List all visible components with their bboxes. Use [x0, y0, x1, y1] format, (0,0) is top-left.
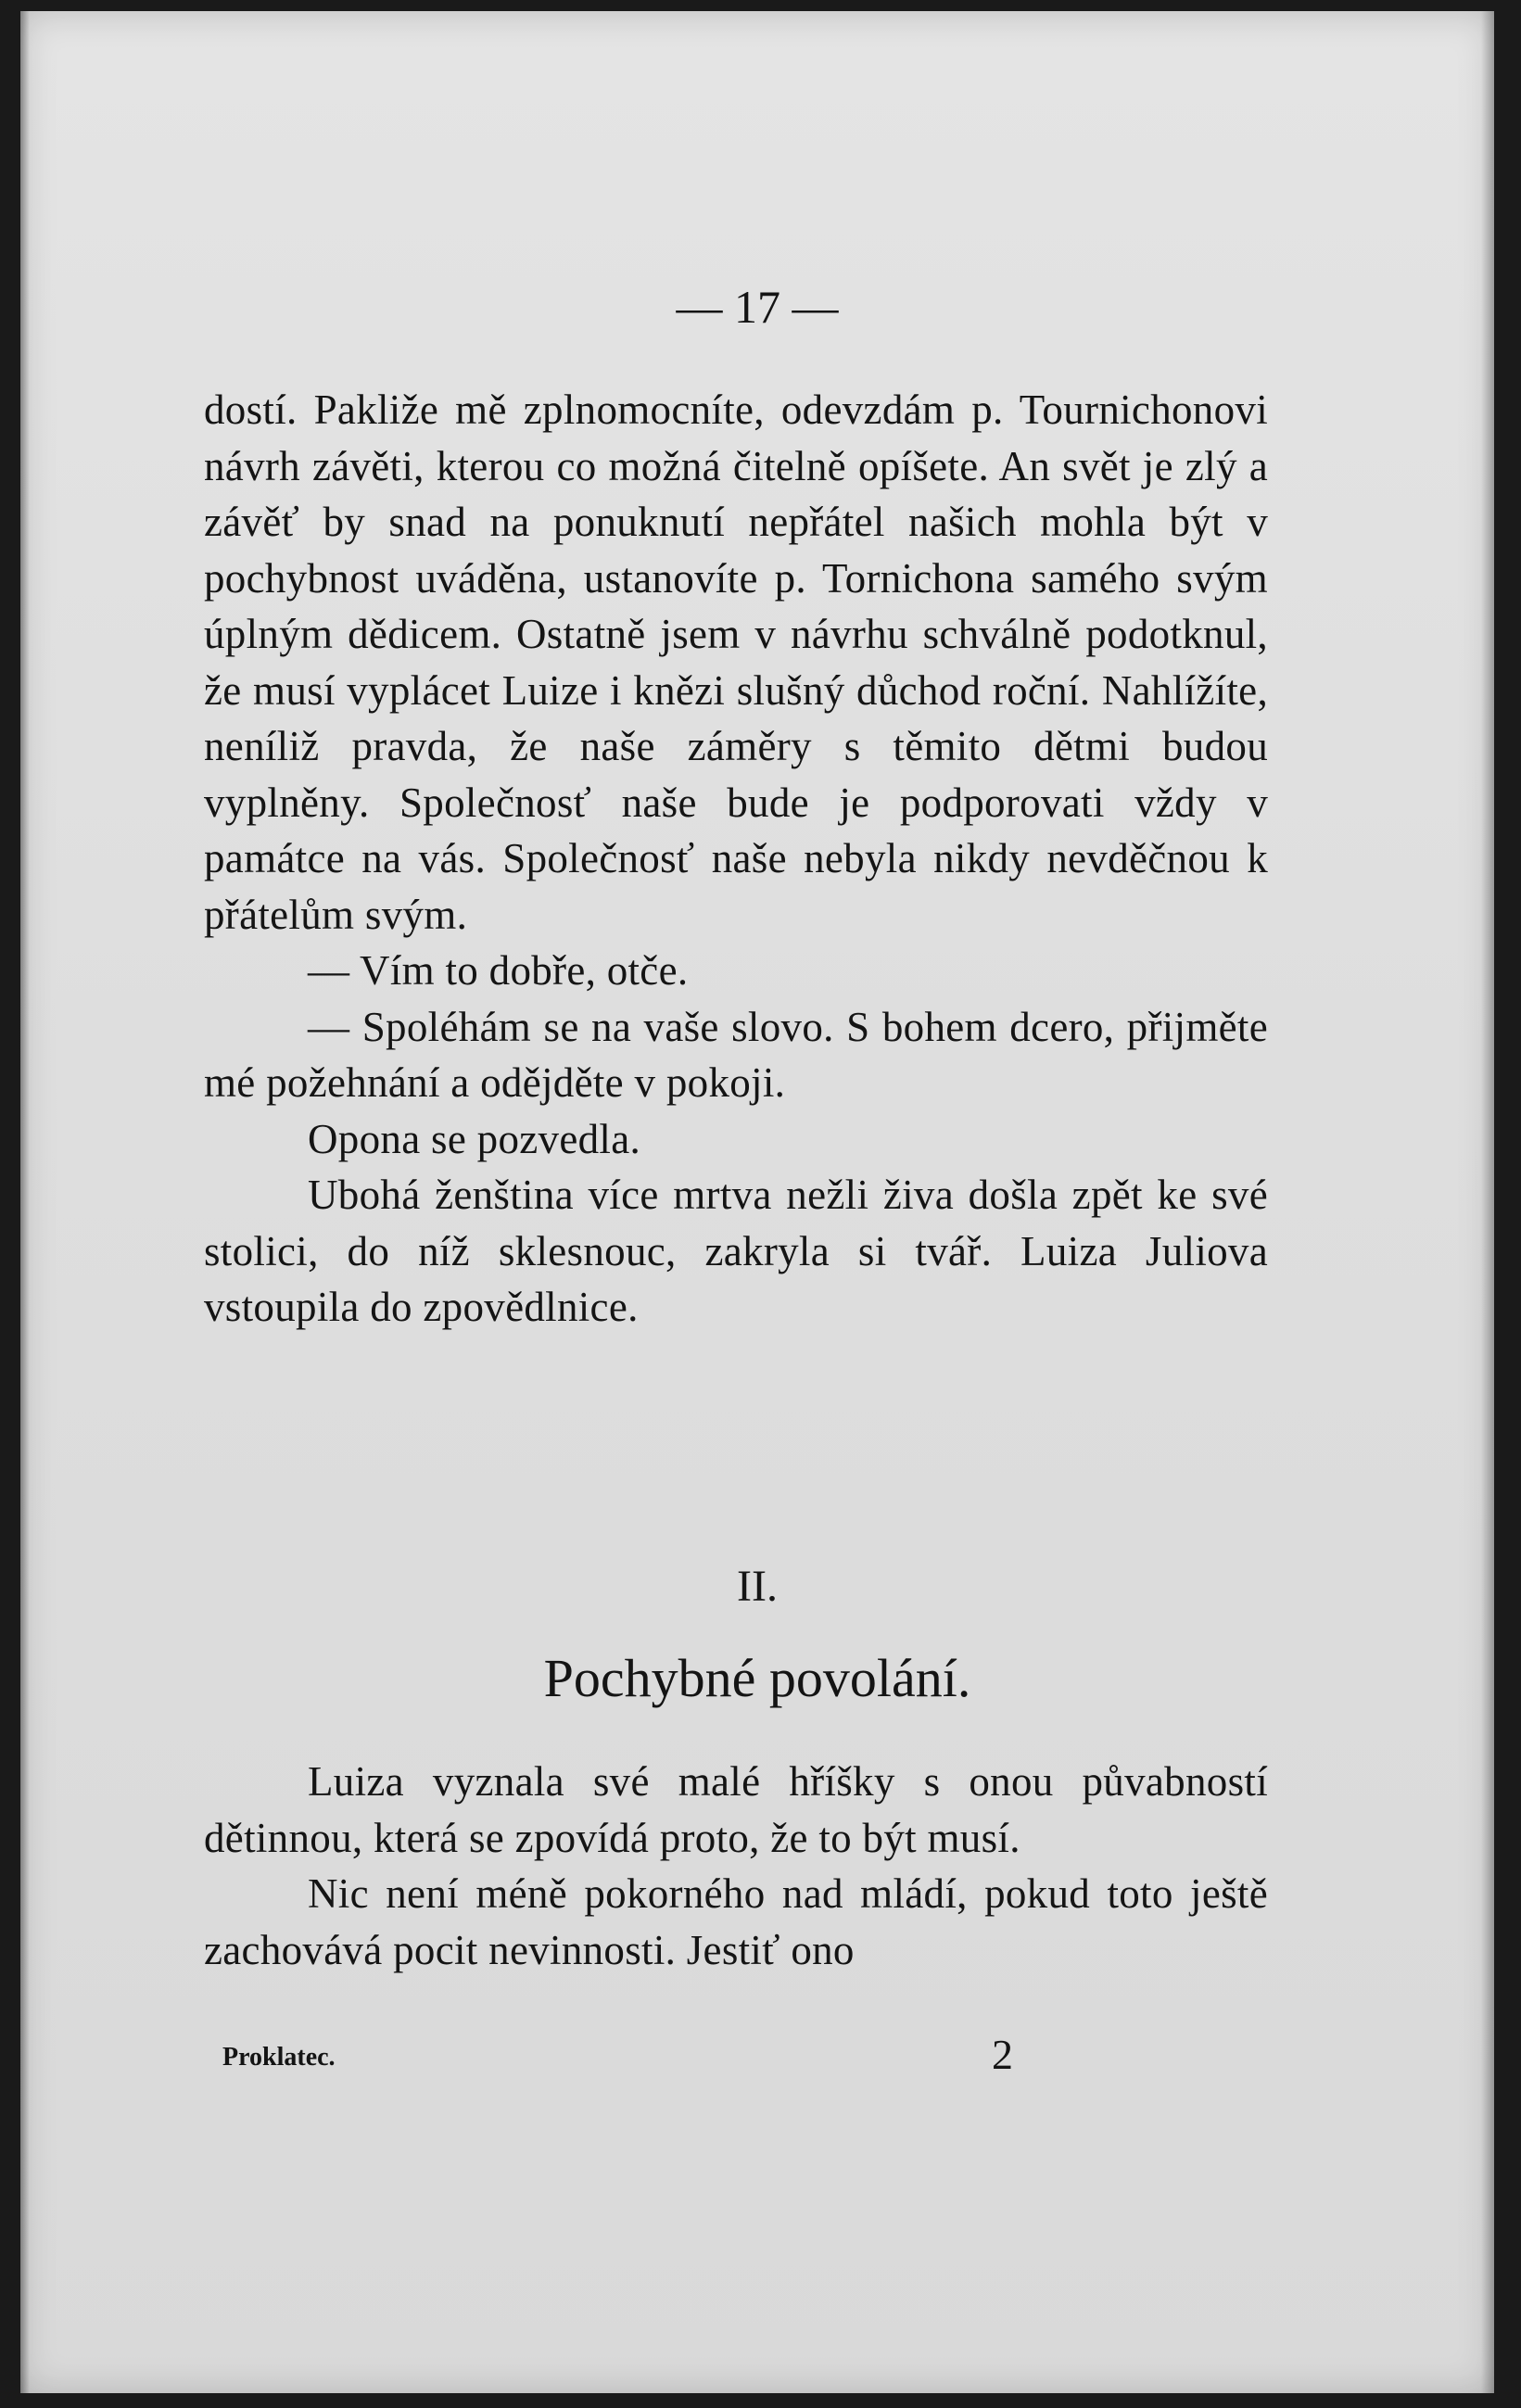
body-text-bottom — [204, 1754, 1268, 1978]
page-shadow-left — [20, 11, 30, 2393]
paragraph: dostí. Pakliže mě zplnomocníte, odevzdám p. Tournichonovi návrh závěti, kterou co možná čitelně opíšete. An svět je zlý a závěť by snad na ponuknutí nepřátel našich mohla být v pochybnost uváděna, ustanovíte p. Tornichona samého svým úplným dědicem. Ostatně jsem v návrhu schválně podotknul, že musí vyplácet Luize i knězi slušný důchod roční. Nahlížíte, neníliž pravda, že naše záměry s těmito dětmi budou vyplněny. Společnosť naše bude je podporovati vždy v památce na vás. Společnosť naše nebyla nikdy nevděčnou k přátelům svým. — [204, 387, 1268, 938]
page-shadow-right — [1481, 11, 1494, 2393]
body-text-top — [204, 382, 1268, 1336]
section-title: Pochybné povolání. — [543, 1648, 971, 1708]
paragraph: — Vím to dobře, otče. — [308, 947, 689, 994]
book-page — [20, 11, 1494, 2393]
section-number: II. — [737, 1562, 778, 1611]
paragraph: — Spoléhám se na vaše slovo. S bohem dcero, přijměte mé požehnání a odějděte v pokoji. — [204, 1003, 1268, 1106]
signature-mark: Proklatec. — [222, 2043, 336, 2072]
sheet-number: 2 — [992, 2031, 1013, 2078]
paragraph: Nic není méně pokorného nad mládí, pokud toto ještě zachovává pocit nevinnosti. Jestiť ono — [204, 1870, 1268, 1973]
paragraph: Opona se pozvedla. — [308, 1115, 641, 1162]
page-number: — 17 — — [676, 281, 839, 333]
paragraph: Luiza vyznala své malé hříšky s onou půvabností dětinnou, která se zpovídá proto, že to být musí. — [204, 1758, 1268, 1861]
paragraph: Ubohá ženština více mrtva nežli živa došla zpět ke své stolici, do níž sklesnouc, zakryla si tvář. Luiza Juliova vstoupila do zpovědlnice. — [204, 1172, 1268, 1330]
